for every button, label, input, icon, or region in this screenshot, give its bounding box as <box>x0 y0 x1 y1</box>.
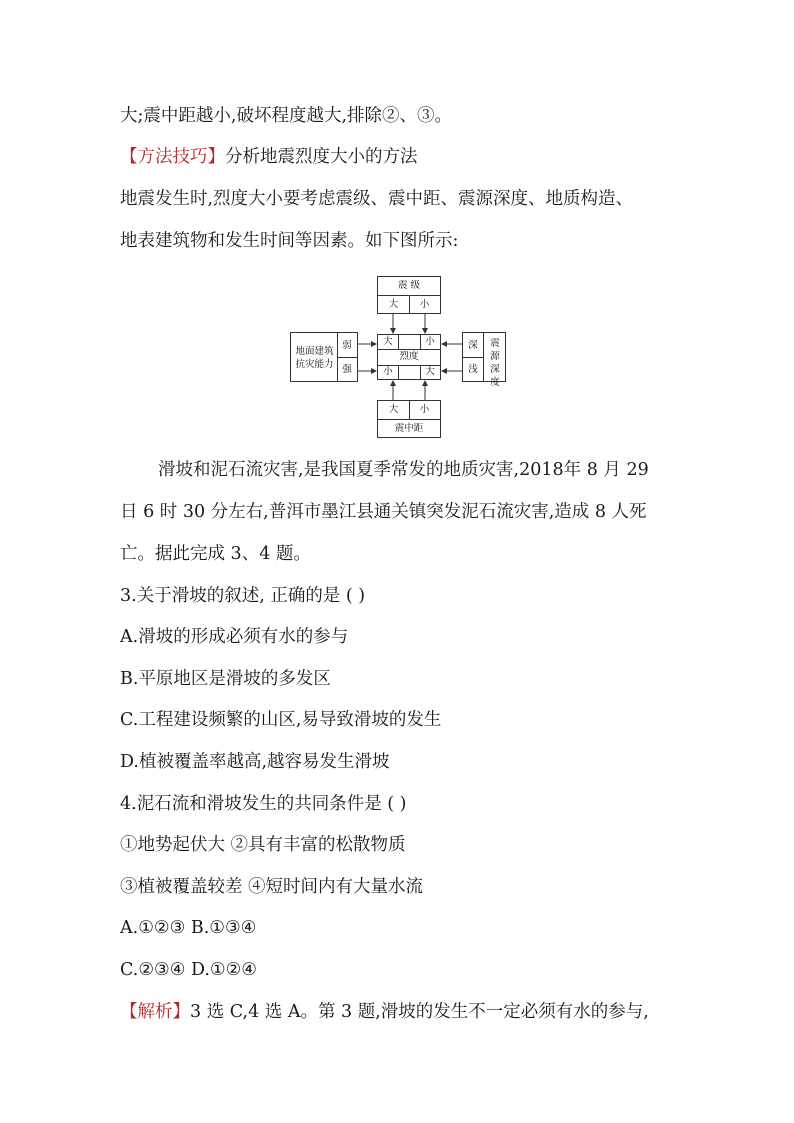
answer-tag: 【解析】 <box>120 1002 190 1022</box>
answer-line <box>120 1000 649 1024</box>
method-line-1: 地震发生时,烈度大小要考虑震级、震中距、震源深度、地质构造、 <box>120 189 634 209</box>
intro-line: 大;震中距越小,破坏程度越大,排除②、③。 <box>120 106 453 126</box>
magnitude-title: 震 级 <box>397 280 421 291</box>
intensity-bottom-right: 大 <box>425 366 435 377</box>
intensity-bottom-left: 小 <box>383 366 393 377</box>
q3-option-b: B.平原地区是滑坡的多发区 <box>120 669 331 689</box>
distance-small: 小 <box>419 404 430 415</box>
q4-options-cd: C.②③④ D.①②④ <box>120 960 257 980</box>
q4-statements-2: ③植被覆盖较差 ④短时间内有大量水流 <box>120 877 424 897</box>
q3-option-a: A.滑坡的形成必须有水的参与 <box>120 627 349 647</box>
depth-label: 震源深度 <box>490 338 500 388</box>
building-strong: 强 <box>342 364 352 375</box>
method-line-2: 地表建筑物和发生时间等因素。如下图所示: <box>120 231 459 251</box>
method-title: 分析地震烈度大小的方法 <box>225 147 418 167</box>
building-weak: 弱 <box>342 340 352 351</box>
q4-stem: 4.泥石流和滑坡发生的共同条件是 ( ) <box>120 794 407 814</box>
passage-line-2: 日 6 时 30 分左右,普洱市墨江县通关镇突发泥石流灾害,造成 8 人死 <box>120 502 647 522</box>
distance-title: 震中距 <box>394 423 424 434</box>
q4-options-ab: A.①②③ B.①③④ <box>120 918 257 938</box>
distance-big: 大 <box>388 404 399 415</box>
q3-option-c: C.工程建设频繁的山区,易导致滑坡的发生 <box>120 710 442 730</box>
q4-statements-1: ①地势起伏大 ②具有丰富的松散物质 <box>120 835 406 855</box>
depth-deep: 深 <box>468 340 478 351</box>
answer-text: 3 选 C,4 选 A。第 3 题,滑坡的发生不一定必须有水的参与, <box>190 1002 649 1022</box>
magnitude-small: 小 <box>419 299 430 310</box>
intensity-top-left: 大 <box>383 336 393 347</box>
intensity-center: 烈度 <box>399 351 419 362</box>
magnitude-big: 大 <box>388 299 399 310</box>
q3-option-d: D.植被覆盖率越高,越容易发生滑坡 <box>120 752 390 772</box>
q3-stem: 3.关于滑坡的叙述, 正确的是 ( ) <box>120 586 366 606</box>
building-label-1: 地面建筑 <box>295 346 334 357</box>
passage-line-1: 滑坡和泥石流灾害,是我国夏季常发的地质灾害,2018年 8 月 29 <box>158 460 649 480</box>
intensity-diagram <box>290 276 506 440</box>
intensity-top-right: 小 <box>425 336 435 347</box>
method-heading <box>120 145 418 169</box>
passage-line-3: 亡。据此完成 3、4 题。 <box>120 544 311 564</box>
depth-shallow: 浅 <box>468 364 478 375</box>
building-label-2: 抗灾能力 <box>295 359 334 370</box>
diagram-arrows <box>290 276 506 440</box>
method-tag: 【方法技巧】 <box>120 147 225 167</box>
